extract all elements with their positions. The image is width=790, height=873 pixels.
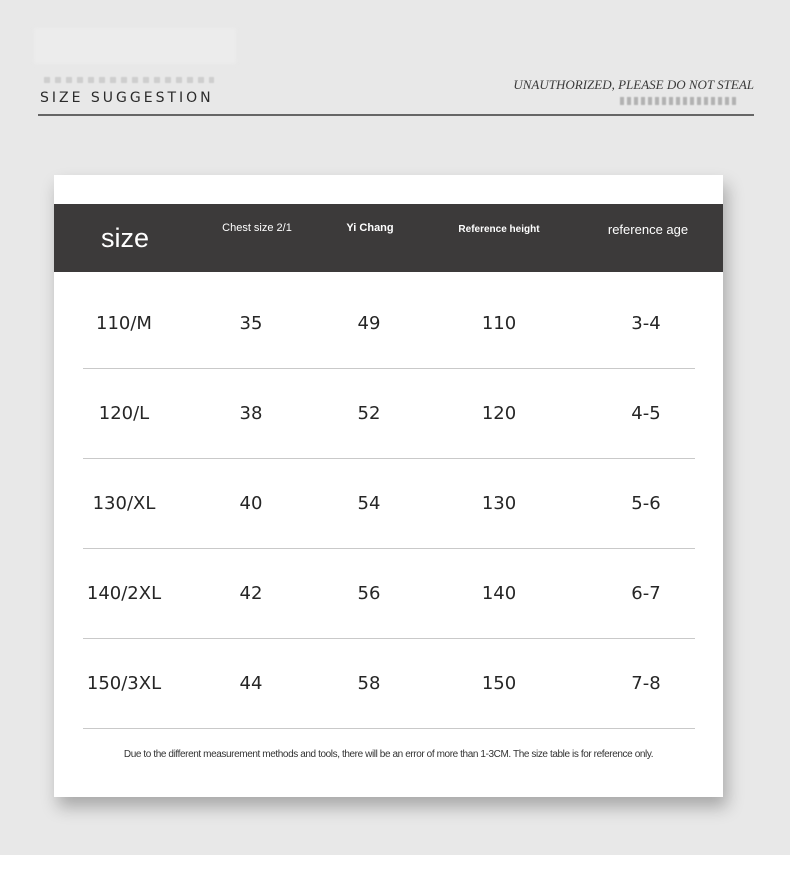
cell-size: 110/M — [96, 313, 152, 334]
cell-length: 52 — [357, 403, 381, 424]
header-divider — [38, 114, 754, 116]
cell-length: 49 — [357, 313, 381, 334]
size-chart-card — [54, 175, 723, 797]
column-header-size: size — [100, 222, 149, 253]
cell-height: 130 — [481, 493, 517, 514]
cell-length: 56 — [357, 583, 381, 604]
blurred-header-graphic — [34, 28, 236, 64]
column-header-height: Reference height — [458, 223, 540, 235]
blurred-subtitle-text — [44, 77, 214, 83]
cell-chest: 40 — [239, 493, 263, 514]
cell-size: 140/2XL — [86, 583, 162, 604]
cell-chest: 35 — [239, 313, 263, 334]
cell-height: 150 — [481, 673, 517, 694]
cell-size: 120/L — [98, 403, 150, 424]
cell-age: 7-8 — [631, 673, 661, 694]
table-row — [83, 639, 695, 729]
cell-height: 140 — [481, 583, 517, 604]
cell-age: 6-7 — [631, 583, 661, 604]
cell-age: 5-6 — [631, 493, 661, 514]
bottom-strip — [0, 855, 790, 873]
table-row — [83, 549, 695, 639]
cell-height: 110 — [481, 313, 517, 334]
cell-chest: 44 — [239, 673, 263, 694]
cell-height: 120 — [481, 403, 517, 424]
measurement-disclaimer: Due to the different measurement methods and tools, there will be an error of more than 1-3CM. The size table is for reference only. — [123, 749, 654, 760]
section-title: SIZE SUGGESTION — [40, 90, 214, 106]
blurred-warning-subtext — [620, 97, 738, 105]
cell-size: 150/3XL — [86, 673, 162, 694]
cell-length: 58 — [357, 673, 381, 694]
table-header-row — [54, 204, 723, 272]
column-header-age: reference age — [607, 221, 689, 237]
column-header-length: Yi Chang — [346, 222, 394, 234]
cell-length: 54 — [357, 493, 381, 514]
table-row — [83, 459, 695, 549]
copyright-warning: UNAUTHORIZED, PLEASE DO NOT STEAL — [513, 77, 754, 92]
column-header-chest: Chest size 2/1 — [222, 222, 292, 234]
cell-chest: 38 — [239, 403, 263, 424]
table-row — [83, 279, 695, 369]
cell-chest: 42 — [239, 583, 263, 604]
cell-size: 130/XL — [92, 493, 156, 514]
cell-age: 3-4 — [631, 313, 661, 334]
table-row — [83, 369, 695, 459]
cell-age: 4-5 — [631, 403, 661, 424]
